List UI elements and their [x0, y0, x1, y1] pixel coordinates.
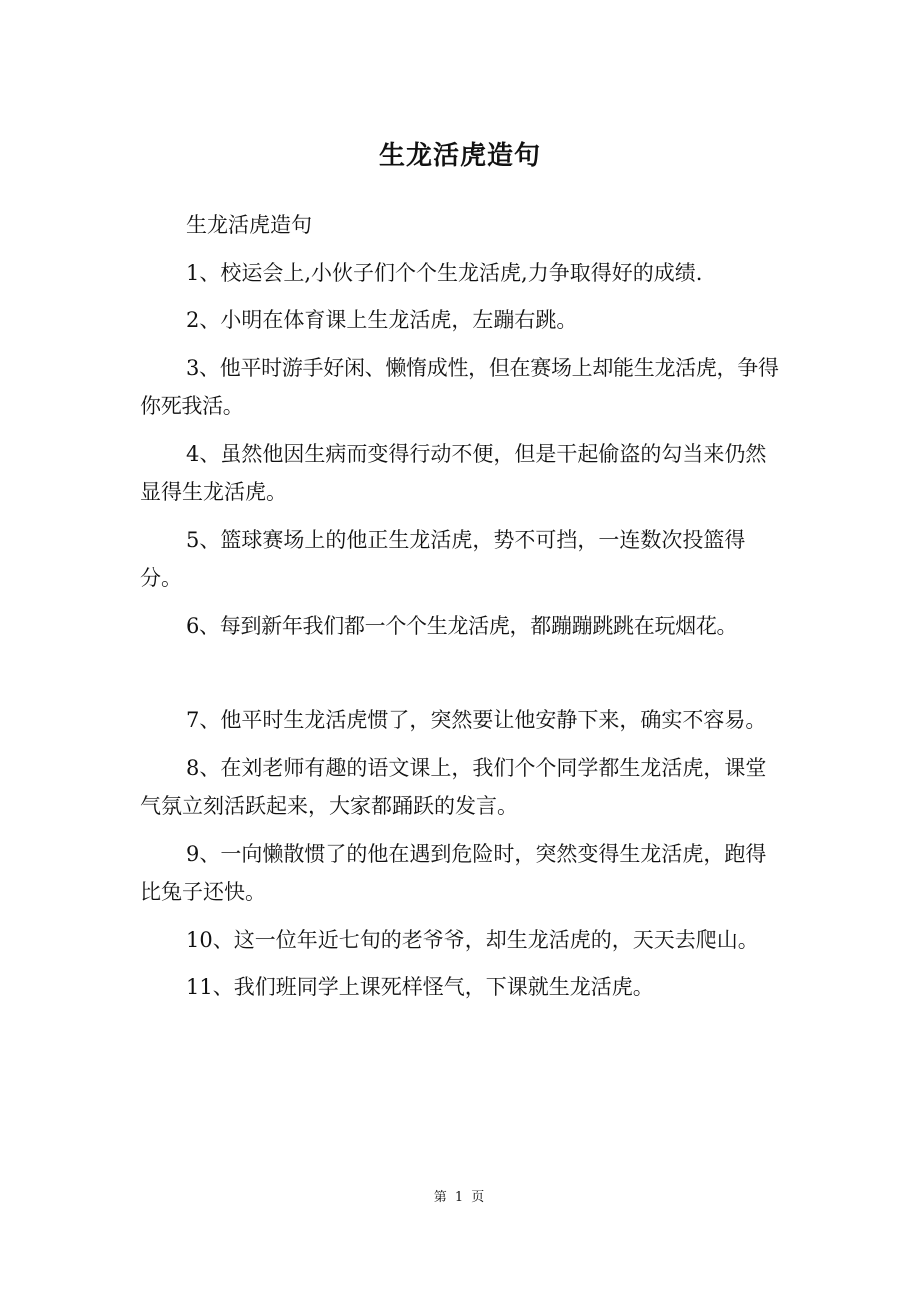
sentence-10: 10、这一位年近七旬的老爷爷，却生龙活虎的，天天去爬山。 — [186, 927, 759, 952]
sentence-4: 4、虽然他因生病而变得行动不便，但是干起偷盗的勾当来仍然显得生龙活虎。 — [140, 441, 767, 504]
sentence-11: 11、我们班同学上课死样怪气，下课就生龙活虎。 — [186, 975, 654, 999]
sentence-8: 8、在刘老师有趣的语文课上，我们个个同学都生龙活虎，课堂气氛立刻活跃起来，大家都踊跃的发言。 — [140, 755, 767, 818]
page-number-footer: 第 1 页 — [433, 1190, 487, 1205]
sentence-3: 3、他平时游手好闲、懒惰成性，但在赛场上却能生龙活虎，争得你死我活。 — [140, 355, 779, 418]
sentence-9: 9、一向懒散惯了的他在遇到危险时，突然变得生龙活虎，跑得比兔子还快。 — [140, 841, 767, 904]
blank-line — [140, 654, 780, 692]
document-title: 生龙活虎造句 — [378, 141, 541, 171]
subtitle-paragraph: 生龙活虎造句 — [186, 213, 312, 237]
sentence-6: 6、每到新年我们都一个个生龙活虎，都蹦蹦跳跳在玩烟花。 — [186, 613, 738, 638]
sentence-1: 1、校运会上,小伙子们个个生龙活虎,力争取得好的成绩. — [186, 260, 703, 285]
sentence-5: 5、篮球赛场上的他正生龙活虎，势不可挡，一连数次投篮得分。 — [140, 527, 746, 590]
document-body — [140, 206, 780, 1016]
sentence-2: 2、小明在体育课上生龙活虎，左蹦右跳。 — [186, 308, 578, 332]
sentence-7: 7、他平时生龙活虎惯了，突然要让他安静下来，确实不容易。 — [186, 708, 767, 732]
